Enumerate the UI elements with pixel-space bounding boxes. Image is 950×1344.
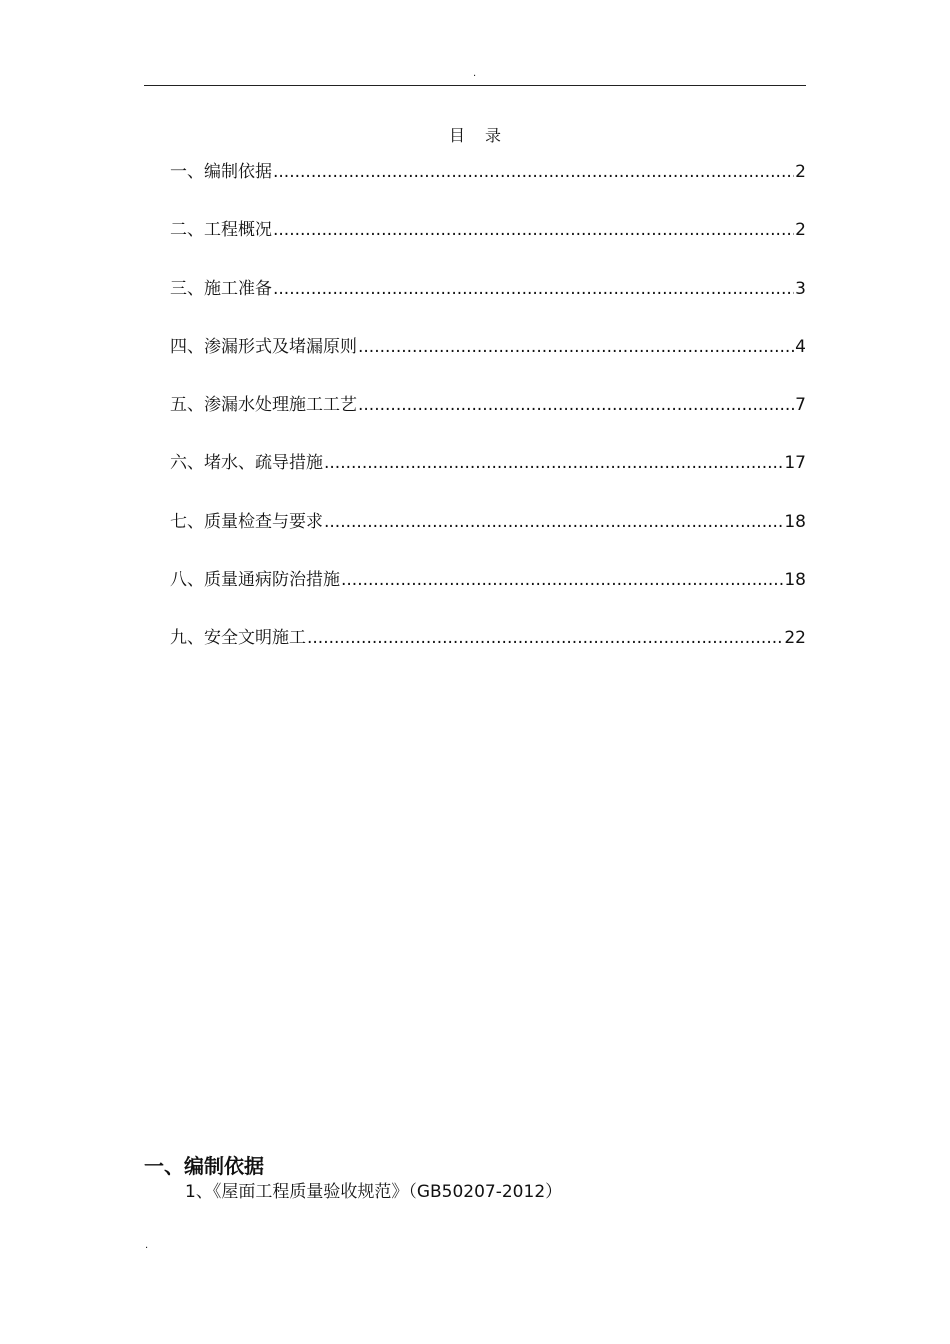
toc-entry-label: 九、安全文明施工 <box>170 628 306 649</box>
section-heading: 一、编制依据 <box>144 1154 264 1178</box>
toc-leader-dots <box>358 393 794 417</box>
toc-entry-7[interactable] <box>170 510 806 534</box>
toc-leader-dots <box>324 451 783 475</box>
toc-entry-page: 17 <box>784 453 806 474</box>
toc-entry-page: 18 <box>784 511 806 532</box>
toc-leader-dots <box>307 626 783 650</box>
toc-entry-label: 一、编制依据 <box>170 162 272 182</box>
toc-entry-2[interactable] <box>170 218 806 242</box>
toc-entry-page: 7 <box>795 395 806 416</box>
toc-entry-page: 3 <box>795 278 806 299</box>
toc-entry-8[interactable] <box>170 568 806 592</box>
toc-entry-6[interactable] <box>170 451 806 475</box>
toc-leader-dots <box>273 160 794 184</box>
toc-entry-label: 八、质量通病防治措施 <box>170 570 340 591</box>
toc-leader-dots <box>273 218 794 242</box>
toc-entry-4[interactable] <box>170 335 806 359</box>
footer-mark: . <box>145 1240 149 1251</box>
toc-leader-dots <box>358 335 794 359</box>
toc-entry-label: 三、施工准备 <box>170 278 272 299</box>
toc-entry-1[interactable] <box>170 160 806 184</box>
toc-entry-page: 2 <box>795 220 806 241</box>
toc-entry-page: 22 <box>784 628 806 649</box>
toc-entry-page: 2 <box>795 162 806 182</box>
toc-entry-5[interactable] <box>170 393 806 417</box>
toc-entry-9[interactable] <box>170 626 806 650</box>
toc-entry-label: 六、堵水、疏导措施 <box>170 453 323 474</box>
table-of-contents <box>170 160 806 685</box>
header-mark: . <box>473 68 477 79</box>
toc-entry-label: 七、质量检查与要求 <box>170 511 323 532</box>
toc-entry-page: 18 <box>784 570 806 591</box>
toc-leader-dots <box>273 277 794 301</box>
toc-entry-label: 四、渗漏形式及堵漏原则 <box>170 336 357 357</box>
toc-title: 目录 <box>448 126 521 145</box>
section-list-item: 1、《屋面工程质量验收规范》（GB50207-2012） <box>185 1182 563 1202</box>
toc-leader-dots <box>324 510 783 534</box>
toc-entry-label: 五、渗漏水处理施工工艺 <box>170 395 357 416</box>
toc-entry-3[interactable] <box>170 277 806 301</box>
toc-entry-label: 二、工程概况 <box>170 220 272 241</box>
header-rule <box>144 85 806 86</box>
toc-entry-page: 4 <box>795 336 806 357</box>
toc-leader-dots <box>341 568 783 592</box>
